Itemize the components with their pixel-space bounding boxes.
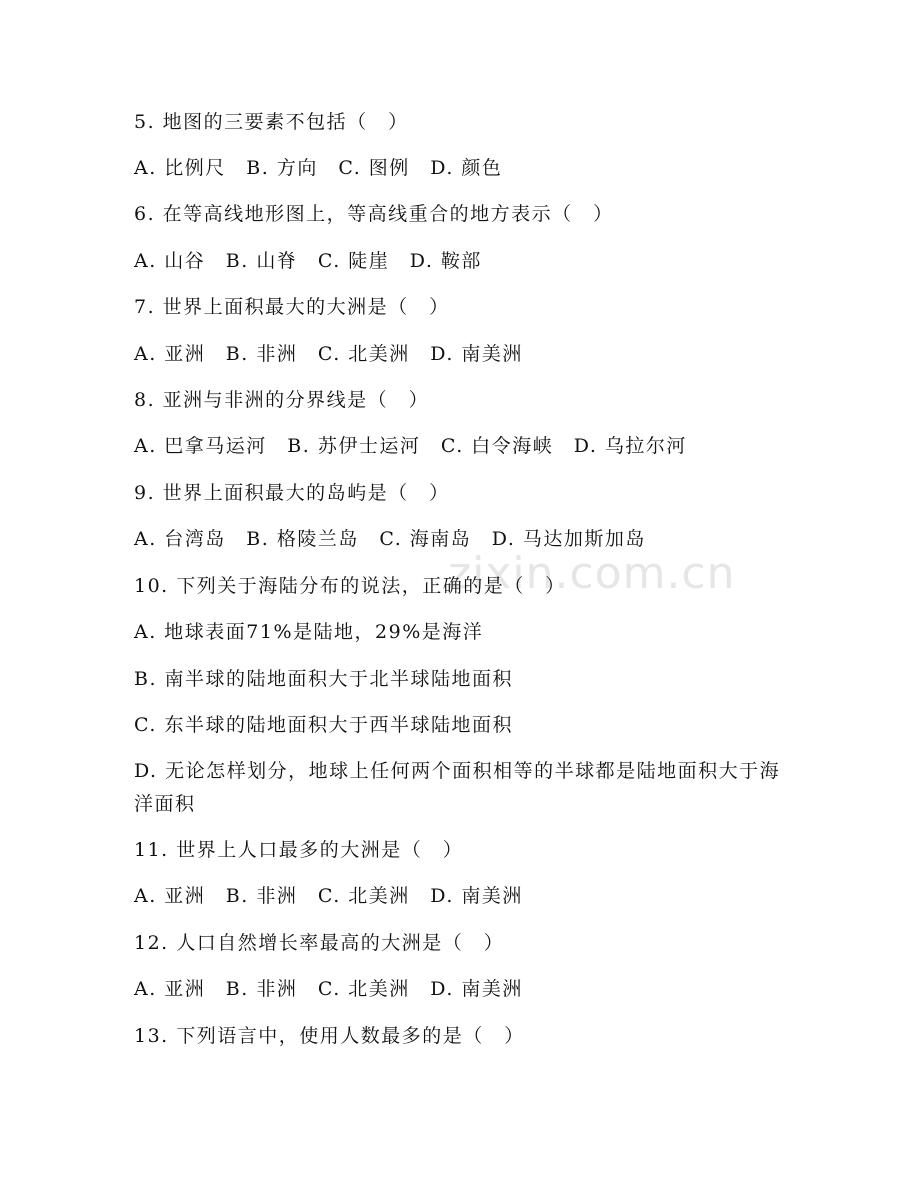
question-12-options: A. 亚洲 B. 非洲 C. 北美洲 D. 南美洲	[134, 978, 523, 1000]
question-10-option-b: B. 南半球的陆地面积大于北半球陆地面积	[134, 668, 514, 690]
question-11-options: A. 亚洲 B. 非洲 C. 北美洲 D. 南美洲	[134, 885, 523, 907]
question-8-options: A. 巴拿马运河 B. 苏伊士运河 C. 白令海峡 D. 乌拉尔河	[134, 435, 687, 457]
question-12: 12. 人口自然增长率最高的大洲是（ ）	[134, 932, 505, 954]
question-5-options: A. 比例尺 B. 方向 C. 图例 D. 颜色	[134, 157, 503, 179]
question-10: 10. 下列关于海陆分布的说法，正确的是（ ）	[134, 575, 566, 597]
question-7: 7. 世界上面积最大的大洲是（ ）	[134, 296, 450, 318]
question-5: 5. 地图的三要素不包括（ ）	[134, 111, 409, 133]
question-8: 8. 亚洲与非洲的分界线是（ ）	[134, 389, 430, 411]
question-11: 11. 世界上人口最多的大洲是（ ）	[134, 839, 464, 861]
question-10-option-d: D. 无论怎样划分，地球上任何两个面积相等的半球都是陆地面积大于海洋面积	[134, 760, 781, 815]
question-6-options: A. 山谷 B. 山脊 C. 陡崖 D. 鞍部	[134, 250, 482, 272]
question-10-option-a: A. 地球表面71%是陆地，29%是海洋	[134, 621, 484, 643]
watermark-text: zixin.com.cn	[448, 548, 736, 599]
question-7-options: A. 亚洲 B. 非洲 C. 北美洲 D. 南美洲	[134, 343, 523, 365]
question-9: 9. 世界上面积最大的岛屿是（ ）	[134, 482, 450, 504]
question-10-option-c: C. 东半球的陆地面积大于西半球陆地面积	[134, 714, 513, 736]
question-6: 6. 在等高线地形图上，等高线重合的地方表示（ ）	[134, 203, 614, 225]
question-9-options: A. 台湾岛 B. 格陵兰岛 C. 海南岛 D. 马达加斯加岛	[134, 528, 646, 550]
question-13: 13. 下列语言中，使用人数最多的是（ ）	[134, 1025, 525, 1047]
